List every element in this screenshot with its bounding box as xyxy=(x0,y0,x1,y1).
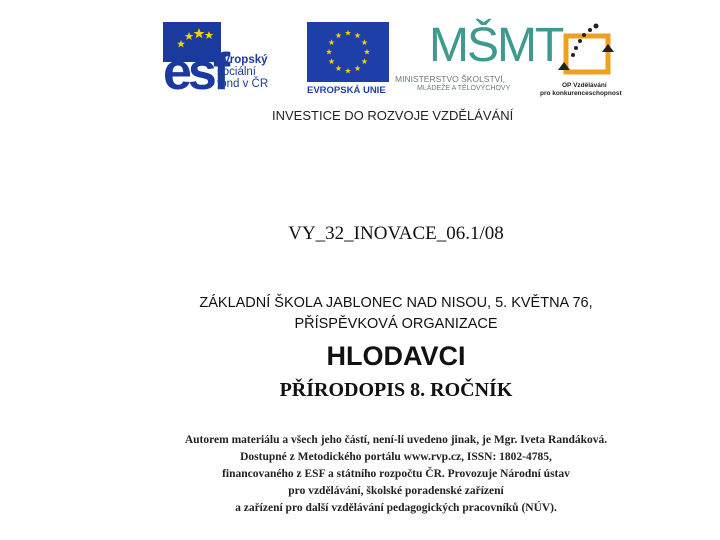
school-line-2: PŘÍSPĚVKOVÁ ORGANIZACE xyxy=(294,316,498,332)
op-mark-icon xyxy=(540,22,640,80)
eu-star xyxy=(354,65,360,71)
eu-star xyxy=(345,68,351,74)
eu-star xyxy=(364,49,370,55)
msmt-line-2: MLÁDEŽE A TĚLOVÝCHOVY xyxy=(417,85,511,92)
esf-text xyxy=(217,54,268,90)
school-line-1: ZÁKLADNÍ ŠKOLA JABLONEC NAD NISOU, 5. KVĚTNA 76, xyxy=(199,295,593,311)
eu-star xyxy=(354,32,360,38)
msmt-mark: MŠMT xyxy=(429,19,563,72)
credits-line-1: Autorem materiálu a všech jeho částí, není-li uvedeno jinak, je Mgr. Iveta Randáková. xyxy=(184,434,608,446)
esf-letters: esf xyxy=(163,43,227,101)
eu-flag xyxy=(307,22,389,82)
eu-star xyxy=(361,58,367,64)
eu-label: EVROPSKÁ UNIE xyxy=(307,85,386,96)
eu-star xyxy=(361,39,367,45)
school-name xyxy=(0,293,720,335)
credits-line-3: financovaného z ESF a státního rozpočtu ČR. Provozuje Národní ústav xyxy=(222,468,570,480)
op-logo xyxy=(540,22,640,98)
esf-line-1: evropský xyxy=(217,54,268,66)
investice-slogan: INVESTICE DO ROZVOJE VZDĚLÁVÁNÍ xyxy=(272,108,514,123)
eu-stars-icon xyxy=(307,22,389,82)
msmt-logo xyxy=(395,19,563,98)
eu-star xyxy=(335,65,341,71)
msmt-line-1: MINISTERSTVO ŠKOLSTVÍ, xyxy=(395,74,506,84)
eu-star xyxy=(326,49,332,55)
esf-line-3: fond v ČR xyxy=(217,78,269,90)
logo-banner xyxy=(0,0,720,130)
credits-block xyxy=(0,432,720,517)
subject-grade: PŘÍRODOPIS 8. ROČNÍK xyxy=(279,379,513,401)
credits-line-2: Dostupné z Metodického portálu www.rvp.cz, ISSN: 1802-4785, xyxy=(240,451,552,463)
credits-line-4: pro vzdělávání, školské poradenské zařízení xyxy=(288,485,504,497)
eu-logo xyxy=(307,22,389,100)
eu-star xyxy=(329,39,335,45)
op-line-1: OP Vzdělávání xyxy=(562,82,607,89)
page-title: HLODAVCI xyxy=(326,341,466,371)
op-line-2: pro konkurenceschopnost xyxy=(540,90,622,97)
eu-star xyxy=(329,58,335,64)
eu-star xyxy=(335,32,341,38)
esf-line-2: sociální xyxy=(217,66,256,78)
material-code: VY_32_INOVACE_06.1/08 xyxy=(288,223,504,244)
esf-logo xyxy=(163,22,303,101)
credits-line-5: a zařízení pro další vzdělávání pedagogických pracovníků (NÚV). xyxy=(235,502,557,514)
eu-star xyxy=(345,30,351,36)
